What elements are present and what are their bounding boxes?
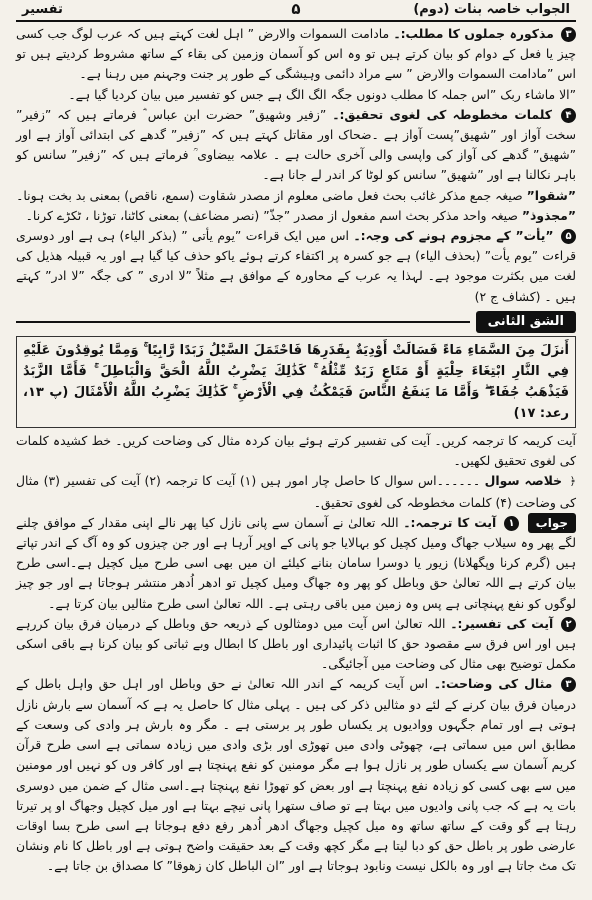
section-label: تفسیر — [22, 2, 63, 17]
point-number-5: ۵ — [561, 229, 576, 244]
text-shaqu: صیغہ جمع مذکر غائب بحث فعل ماضی معلوم از مصدر شقاوت (سمع، ناقص) بمعنی بد بخت ہونا۔ — [16, 187, 523, 203]
text-tafsir: اللہ تعالیٰ اس آیت میں دومثالوں کے ذریعہ حق وباطل کے درمیان فرق بیان کررہے ہیں اور اس فرق سے مقصود حق کا اثبات پائیداری اور باطل کا ابطال وبے ثباتی کو بیان کرنا ہے باقی اسکی مکمل توضیح بھی مثال کی وضاحت میں آجائیگی۔ — [16, 615, 576, 672]
answer-label: جواب — [528, 513, 576, 533]
heading-yat: ”یأت” کے مجزوم ہونے کی وجہ:۔ — [353, 228, 554, 244]
summary-text: ۔۔۔۔۔۔اس سوال کا حاصل چار امور ہیں (۱) آیت کا ترجمہ (۲) آیت کی تفسیر (۳) مثال کی وضاحت (۴) کلمات مخطوطہ کی لغوی تحقیق۔ — [16, 473, 576, 510]
page-body — [10, 22, 582, 877]
verse-text: أَنزَلَ مِنَ السَّمَاءِ مَاءً فَسَالَتْ أَوْدِيَةٌ بِقَدَرِهَا فَاحْتَمَلَ السَّيْلُ زَبَدًا رَّابِيًا ۚ وَمِمَّا يُوقِدُونَ عَلَيْهِ فِي النَّارِ ابْتِغَاءَ حِلْيَةٍ أَوْ مَتَاعٍ زَبَدٌ مِّثْلُهُ ۚ كَذَٰلِكَ يَضْرِبُ اللَّهُ الْحَقَّ وَالْبَاطِلَ ۚ فَأَمَّا الزَّبَدُ فَيَذْهَبُ جُفَاءً ۖ وَأَمَّا مَا يَنفَعُ النَّاسَ فَيَمْكُثُ فِي الْأَرْضِ ۚ كَذَٰلِكَ يَضْرِبُ اللَّهُ الْأَمْثَالَ — [23, 343, 569, 401]
answer-number-3: ۳ — [561, 677, 576, 692]
text-majdhudh: صیغہ واحد مذکر بحث اسم مفعول از مصدر ”جذّ” (نصر مضاعف) بمعنی کاٹنا، توڑنا ، ٹکڑے کرنا۔ — [25, 207, 518, 223]
heading-lexical: کلمات مخطوطہ کی لغوی تحقیق:۔ — [332, 106, 553, 122]
question-text: آیت کریمہ کا ترجمہ کریں۔ آیت کی تفسیر کرتے ہوئے بیان کردہ مثال کی وضاحت کریں۔ خط کشیدہ کلمات کی لغوی تحقیق لکھیں۔ — [16, 433, 576, 469]
paragraph-shaqu — [16, 186, 576, 206]
page-number: ۵ — [291, 0, 301, 18]
text-meaning: مادامت السموات والارض ” اہل لغت کہتے ہیں کہ عرب لوگ جب کسی چیز یا فعل کے دوام کو بیان کرتے ہیں تو وہ اس کو آسمان وزمین کی بقاء کے ساتھ مشروط کردیتے ہیں تو اس ”مادامت السموات والارض ” سے مراد دائمی وہیشگی کے طور پر جنت وجہنم میں رہنا ہے۔ — [16, 26, 576, 82]
heading-translation: آیت کا ترجمہ:۔ — [403, 514, 497, 530]
section-title: الشق الثانی — [476, 311, 576, 333]
summary-heading: خلاصہ سوال — [484, 473, 563, 489]
section-rule — [16, 321, 470, 323]
heading-example: مثال کی وضاحت:۔ — [433, 676, 553, 692]
paragraph-meaning — [16, 24, 576, 85]
paragraph-lexical — [16, 105, 576, 186]
paragraph-yat — [16, 226, 576, 307]
word-majdhudh: ”مجذوذ” — [521, 207, 576, 223]
text-yat: اس میں ایک قراءت ”یوم یأتی ” (بذکر الیاء) ہی ہے اور دوسری قراءت ”یوم یأت” (بحذف الیاء) ہے جو کسرہ پر اکتفاء کرتے ہوئے یاکو حذف کیا گیا ہے اور یہ قبیلہ ھذیل کی لغت میں بکثرت موجود ہے۔ لہذا یہ عرب کے محاورہ کے موافق ہے مثلاً ”لا ادری ” کی جگہ ”لا ادر” کہتے ہیں ۔ (کشاف ج ۲) — [16, 228, 576, 304]
verse-reference: (پ ۱۳، رعد: ۱۷) — [23, 385, 569, 422]
answer-tafsir — [16, 614, 576, 675]
paragraph-illa: ”الا ماشاء ربک ”اس جملہ کا مطلب دونوں جگہ الگ الگ ہے جس کو تفسیر میں بیان کردیا گیا ہے۔ — [68, 86, 576, 102]
text-example: اس آیت کریمہ کے اندر اللہ تعالیٰ نے حق وباطل اور اہل حق واہل باطل کے درمیان فرق بیان کرنے کے لئے دو مثالیں ذکر کی ہیں ۔ پہلی مثال کا حاصل یہ ہے کہ آسمان سے بارش نازل ہوتی ہے اور تمام جگہوں ووادیوں پر یکساں طور پر برستی ہے ۔ مگر وہ بارش ہر وادی کی وسعت کے مطابق اس میں سماتی ہے، چھوٹی وادی میں تھوڑی اور بڑی وادی میں زیادہ سماتی ہے اسی طرح قرآن کریم آسمان سے یکساں طور پر نازل ہوا ہے مگر مومنین کو نفع پہنچتا ہے اور کافر وں کو نہیں اور مومنین میں سے بھی کسی کو زیادہ نفع پہنچتا ہے اور بعض کو تھوڑا نفع پہنچتا ہے۔اسی مثال کے ضمن میں دوسری بات یہ ہے کہ جب پانی وادیوں میں بہتا ہے تو صاف ستھرا پانی نیچے بہتا ہے اور میل کچیل وجھاگ او پر تیرتا رہتا ہے گو وقت کے ساتھ ساتھ وہ میل کچیل وجھاگ ادھر اُدھر رفع دفع ہوجاتا ہے اسی طرح بسا اوقات عارضی طور پر باطل حق کو دبا لیتا ہے مگر کچھ وقت کے بعد حقیقت واضح ہوتی ہے اور باطل کا نام ونشان تک مٹ جاتا ہے اور وہ بالکل نیست ونابود ہوجاتا ہے اور ”ان الباطل کان زهوقا” کا مصداق بن جاتا ہے۔ — [16, 676, 576, 874]
answer-translation — [16, 513, 576, 614]
section-divider — [16, 311, 576, 333]
answer-number-2: ۲ — [561, 617, 576, 632]
point-number-3: ۳ — [561, 27, 576, 42]
answer-number-1: ۱ — [504, 516, 519, 531]
paragraph-majdhudh — [16, 206, 576, 226]
text-translation: اللہ تعالیٰ نے آسمان سے پانی نازل کیا پھر نالے اپنی مقدار کے موافق چلنے لگے پھر وہ سیلاب جھاگ ومیل کچیل کو بہالایا جو پانی کے اوپر آرہا ہے اور جن چیزوں کو وہ آگ کے اندر تپاتے ہیں (گرم کرنا وپگھلانا) زیور یا دوسرا سامان بنانے کیلئے ان میں بھی اسی طرح میل کچیل ہے۔اسی طرح بیان کرتے ہے اللہ تعالیٰ حق وباطل کو پھر وہ جھاگ ومیل کچیل تو ادھر اُدھر منتشر ہوجاتا ہے اور جو چیز لوگوں کو نفع پہنچاتی ہے پس وہ زمین میں باقی رہتی ہے۔ اللہ تعالیٰ اسی طرح مثالیں بیان کرتا ہے۔ — [16, 514, 576, 611]
question-summary — [16, 471, 576, 512]
page-header — [10, 0, 582, 20]
running-title: الجواب خاصہ بنات (دوم) — [413, 2, 570, 17]
bracket-icon: ﴿ — [569, 475, 576, 489]
heading-tafsir: آیت کی تفسیر:۔ — [450, 615, 554, 631]
heading-meaning: مذکورہ جملوں کا مطلب:۔ — [393, 26, 554, 41]
quran-verse — [16, 336, 576, 428]
text-lexical: ”زفیر وشهیق” حضرت ابن عباس ؓ فرماتے ہیں کہ ”زفیر” سخت آواز اور ”شهیق”پست آواز ہے ۔ضحاک اور مقاتل کہتے ہیں کہ ”زفیر” گدھے کی ابتدائی آواز ہے اور ”شهیق” گدھے کی آواز کی واپسی والی آخری حالت ہے ۔ علامہ بیضاوی ؒ فرماتے ہیں کہ ”زفیر” سانس کو باہر نکالنا ہے اور ”شهیق” سانس کو لوٹا کر اندر لے جانا ہے۔ — [16, 106, 576, 183]
answer-example — [16, 674, 576, 876]
word-shaqu: ”شقوا” — [526, 187, 576, 203]
point-number-4: ۴ — [561, 108, 576, 123]
